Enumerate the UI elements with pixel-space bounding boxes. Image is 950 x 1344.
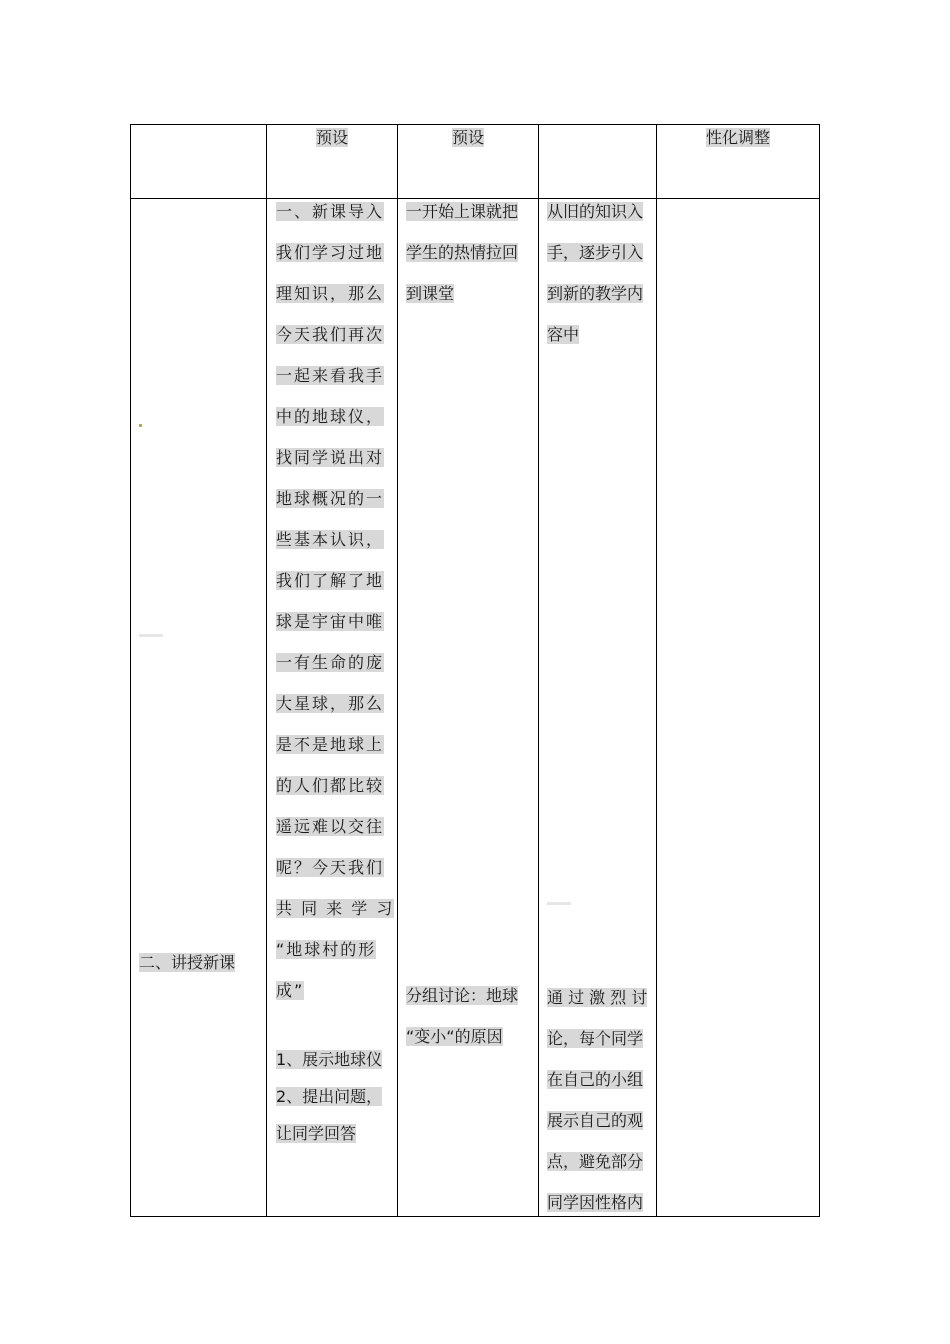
text-line: 共 同 来 学 习 <box>276 899 395 918</box>
col4-intro-text <box>547 191 643 355</box>
text-line: 同学因性格内 <box>547 1193 644 1212</box>
text-line: 学生的热情拉回 <box>406 243 519 262</box>
table-border-top <box>130 124 820 125</box>
step-line: 让同学回答 <box>276 1124 357 1143</box>
text-line: 点，避免部分 <box>547 1152 644 1171</box>
table-divider-4 <box>656 124 657 1217</box>
text-line: 通 过 激 烈 讨 <box>547 988 648 1007</box>
text-line: “变小“的原因 <box>406 1027 503 1046</box>
text-line: 一有生命的庞 <box>276 653 385 672</box>
text-line: 地球概况的一 <box>276 489 385 508</box>
step-line: 1、展示地球仪 <box>276 1050 383 1069</box>
text-line: 呢？今天我们 <box>276 858 385 877</box>
text-line: 手，逐步引入 <box>547 243 644 262</box>
table-divider-3 <box>538 124 539 1217</box>
table-border-right <box>819 124 820 1217</box>
header-cell-col2: 预设 <box>315 128 348 147</box>
col3-intro-text <box>406 191 518 314</box>
col2-steps-text <box>276 1041 382 1152</box>
text-line: 一开始上课就把 <box>406 202 519 221</box>
text-line: 在自己的小组 <box>547 1070 644 1089</box>
table-border-bottom <box>130 1216 820 1217</box>
text-line: 分组讨论：地球 <box>406 986 519 1005</box>
text-line: 我们学习过地 <box>276 243 385 262</box>
col4-discussion-text <box>547 977 647 1223</box>
text-line: 容中 <box>547 325 580 344</box>
header-cell-col3: 预设 <box>451 128 484 147</box>
text-line: 到课堂 <box>406 284 455 303</box>
text-line: 中的地球仪， <box>276 407 385 426</box>
table-border-left <box>130 124 131 1217</box>
text-line: 成” <box>276 981 305 1000</box>
step-line: 2、提出问题， <box>276 1087 383 1106</box>
text-line: 我们了解了地 <box>276 571 385 590</box>
text-line: 是不是地球上 <box>276 735 385 754</box>
text-line: 的人们都比较 <box>276 776 385 795</box>
scan-mark <box>547 902 571 905</box>
col3-discussion-text <box>406 975 518 1057</box>
table-divider-1 <box>266 124 267 1217</box>
col2-intro-text <box>276 191 394 1011</box>
text-line: 遥远难以交往 <box>276 817 385 836</box>
text-line: 从旧的知识入 <box>547 202 644 221</box>
section-label: 二、讲授新课 <box>139 953 236 972</box>
table-divider-2 <box>397 124 398 1217</box>
text-line: 理知识，那么 <box>276 284 385 303</box>
text-line: 找同学说出对 <box>276 448 385 467</box>
scan-mark <box>139 634 163 637</box>
scan-dot <box>139 424 142 427</box>
text-line: 展示自己的观 <box>547 1111 644 1130</box>
text-line: 一、新课导入 <box>276 202 385 221</box>
text-line: 今天我们再次 <box>276 325 385 344</box>
text-line: 球是宇宙中唯 <box>276 612 385 631</box>
text-line: 到新的教学内 <box>547 284 644 303</box>
text-line: 大星球，那么 <box>276 694 385 713</box>
text-line: “地球村的形 <box>276 940 377 959</box>
text-line: 些基本认识， <box>276 530 385 549</box>
header-cell-col5: 性化调整 <box>705 128 770 147</box>
text-line: 一起来看我手 <box>276 366 385 385</box>
text-line: 论，每个同学 <box>547 1029 644 1048</box>
